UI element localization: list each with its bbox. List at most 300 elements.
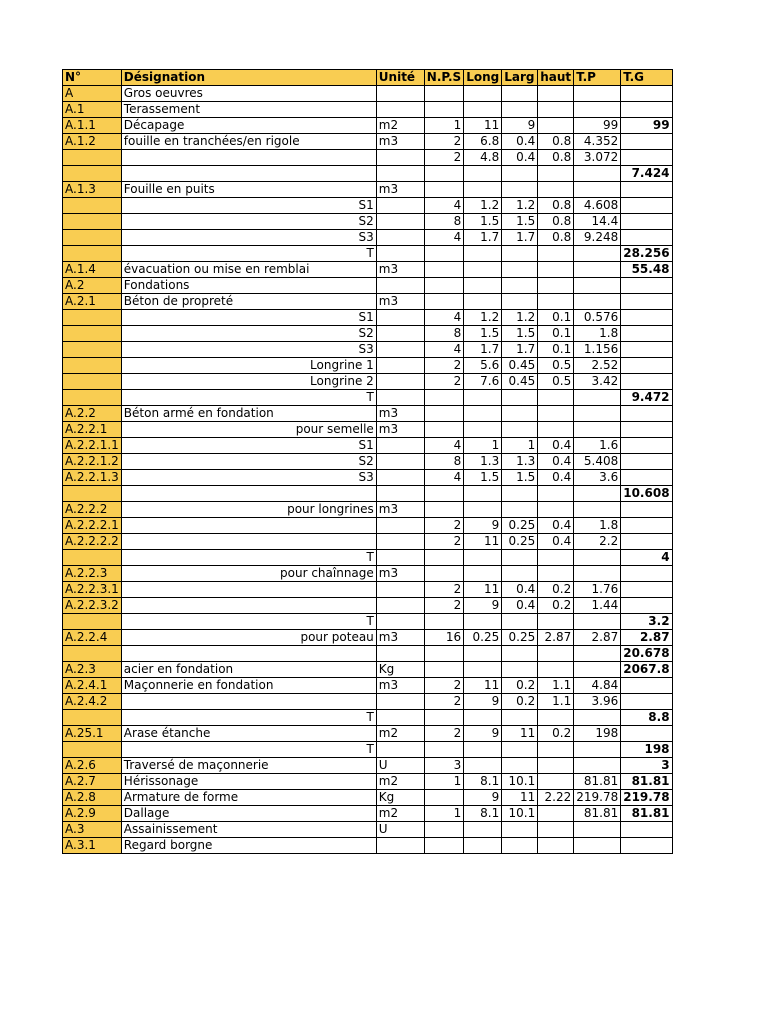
cell-num[interactable]	[63, 150, 122, 166]
cell-tp[interactable]	[574, 102, 621, 118]
cell-designation[interactable]: S2	[121, 326, 376, 342]
cell-tg[interactable]	[621, 278, 672, 294]
cell-haut[interactable]: 0.4	[538, 454, 574, 470]
cell-num[interactable]: A.2.1	[63, 294, 122, 310]
cell-haut[interactable]	[538, 614, 574, 630]
cell-unit[interactable]	[376, 214, 424, 230]
cell-tg[interactable]: 8.8	[621, 710, 672, 726]
cell-tg[interactable]	[621, 358, 672, 374]
cell-larg[interactable]: 10.1	[502, 806, 538, 822]
cell-tp[interactable]: 3.6	[574, 470, 621, 486]
cell-tg[interactable]	[621, 342, 672, 358]
cell-num[interactable]	[63, 710, 122, 726]
cell-designation[interactable]: pour semelle	[121, 422, 376, 438]
cell-larg[interactable]	[502, 566, 538, 582]
cell-designation[interactable]	[121, 166, 376, 182]
cell-designation[interactable]: Béton de propreté	[121, 294, 376, 310]
cell-tg[interactable]	[621, 102, 672, 118]
header-unit[interactable]: Unité	[376, 70, 424, 86]
cell-num[interactable]: A.2.2.3.1	[63, 582, 122, 598]
cell-long[interactable]: 1.5	[464, 470, 502, 486]
cell-larg[interactable]	[502, 422, 538, 438]
cell-nps[interactable]	[424, 742, 463, 758]
cell-nps[interactable]: 2	[424, 150, 463, 166]
cell-tg[interactable]: 4	[621, 550, 672, 566]
cell-nps[interactable]: 2	[424, 678, 463, 694]
cell-num[interactable]: A.3.1	[63, 838, 122, 854]
cell-long[interactable]: 6.8	[464, 134, 502, 150]
cell-num[interactable]	[63, 550, 122, 566]
cell-tp[interactable]: 81.81	[574, 806, 621, 822]
cell-num[interactable]: A	[63, 86, 122, 102]
cell-unit[interactable]: m3	[376, 566, 424, 582]
cell-designation[interactable]: Regard borgne	[121, 838, 376, 854]
cell-tg[interactable]: 2.87	[621, 630, 672, 646]
cell-designation[interactable]: Arase étanche	[121, 726, 376, 742]
cell-long[interactable]: 0.25	[464, 630, 502, 646]
cell-long[interactable]: 5.6	[464, 358, 502, 374]
cell-larg[interactable]	[502, 742, 538, 758]
cell-unit[interactable]	[376, 230, 424, 246]
cell-tg[interactable]: 7.424	[621, 166, 672, 182]
cell-tg[interactable]	[621, 134, 672, 150]
cell-tp[interactable]	[574, 422, 621, 438]
cell-long[interactable]	[464, 742, 502, 758]
cell-tg[interactable]: 28.256	[621, 246, 672, 262]
cell-num[interactable]	[63, 214, 122, 230]
cell-haut[interactable]	[538, 166, 574, 182]
cell-unit[interactable]	[376, 742, 424, 758]
cell-long[interactable]	[464, 278, 502, 294]
cell-long[interactable]	[464, 406, 502, 422]
cell-tp[interactable]	[574, 406, 621, 422]
cell-long[interactable]: 1.7	[464, 230, 502, 246]
cell-designation[interactable]: T	[121, 710, 376, 726]
header-long[interactable]: Long	[464, 70, 502, 86]
cell-designation[interactable]: S1	[121, 438, 376, 454]
cell-unit[interactable]: m3	[376, 134, 424, 150]
cell-designation[interactable]: S2	[121, 214, 376, 230]
cell-haut[interactable]: 1.1	[538, 694, 574, 710]
cell-designation[interactable]: fouille en tranchées/en rigole	[121, 134, 376, 150]
cell-nps[interactable]	[424, 822, 463, 838]
cell-tg[interactable]	[621, 470, 672, 486]
cell-long[interactable]	[464, 758, 502, 774]
cell-designation[interactable]	[121, 694, 376, 710]
cell-larg[interactable]: 10.1	[502, 774, 538, 790]
cell-num[interactable]: A.1.4	[63, 262, 122, 278]
cell-tp[interactable]: 2.2	[574, 534, 621, 550]
cell-tp[interactable]: 9.248	[574, 230, 621, 246]
cell-num[interactable]	[63, 486, 122, 502]
cell-unit[interactable]	[376, 150, 424, 166]
cell-designation[interactable]: Fondations	[121, 278, 376, 294]
cell-larg[interactable]	[502, 390, 538, 406]
cell-nps[interactable]	[424, 294, 463, 310]
cell-num[interactable]: A.1.2	[63, 134, 122, 150]
cell-tg[interactable]	[621, 422, 672, 438]
cell-unit[interactable]	[376, 710, 424, 726]
cell-larg[interactable]: 1.7	[502, 230, 538, 246]
cell-long[interactable]: 1.5	[464, 326, 502, 342]
cell-larg[interactable]	[502, 166, 538, 182]
cell-unit[interactable]	[376, 102, 424, 118]
cell-tp[interactable]: 14.4	[574, 214, 621, 230]
cell-haut[interactable]: 0.8	[538, 198, 574, 214]
cell-nps[interactable]: 2	[424, 598, 463, 614]
cell-tg[interactable]: 20.678	[621, 646, 672, 662]
cell-nps[interactable]: 2	[424, 582, 463, 598]
cell-larg[interactable]	[502, 278, 538, 294]
cell-tg[interactable]	[621, 726, 672, 742]
cell-unit[interactable]: m3	[376, 182, 424, 198]
cell-long[interactable]	[464, 662, 502, 678]
cell-haut[interactable]	[538, 710, 574, 726]
cell-haut[interactable]	[538, 102, 574, 118]
cell-tg[interactable]	[621, 598, 672, 614]
cell-unit[interactable]: m3	[376, 262, 424, 278]
cell-tg[interactable]	[621, 182, 672, 198]
cell-haut[interactable]: 0.8	[538, 214, 574, 230]
cell-haut[interactable]	[538, 294, 574, 310]
cell-tg[interactable]	[621, 214, 672, 230]
cell-nps[interactable]	[424, 790, 463, 806]
cell-num[interactable]: A.2.2	[63, 406, 122, 422]
cell-tg[interactable]: 81.81	[621, 806, 672, 822]
cell-designation[interactable]: Longrine 2	[121, 374, 376, 390]
cell-designation[interactable]: S1	[121, 198, 376, 214]
cell-tp[interactable]: 81.81	[574, 774, 621, 790]
cell-designation[interactable]: S3	[121, 230, 376, 246]
cell-designation[interactable]: T	[121, 614, 376, 630]
cell-haut[interactable]: 0.1	[538, 342, 574, 358]
cell-unit[interactable]: m3	[376, 422, 424, 438]
cell-designation[interactable]: S1	[121, 310, 376, 326]
cell-haut[interactable]: 0.1	[538, 310, 574, 326]
cell-nps[interactable]	[424, 486, 463, 502]
cell-num[interactable]: A.2.6	[63, 758, 122, 774]
cell-larg[interactable]	[502, 822, 538, 838]
cell-nps[interactable]	[424, 614, 463, 630]
cell-tp[interactable]	[574, 646, 621, 662]
header-haut[interactable]: haut	[538, 70, 574, 86]
cell-long[interactable]	[464, 822, 502, 838]
cell-haut[interactable]: 2.22	[538, 790, 574, 806]
cell-designation[interactable]: Décapage	[121, 118, 376, 134]
cell-haut[interactable]: 2.87	[538, 630, 574, 646]
cell-num[interactable]: A.2.2.2	[63, 502, 122, 518]
cell-larg[interactable]: 0.4	[502, 150, 538, 166]
cell-haut[interactable]	[538, 646, 574, 662]
cell-larg[interactable]	[502, 550, 538, 566]
cell-tp[interactable]: 3.96	[574, 694, 621, 710]
cell-tp[interactable]	[574, 182, 621, 198]
cell-long[interactable]	[464, 838, 502, 854]
cell-num[interactable]: A.2.2.1.2	[63, 454, 122, 470]
cell-num[interactable]	[63, 358, 122, 374]
cell-haut[interactable]: 0.8	[538, 150, 574, 166]
cell-tg[interactable]	[621, 310, 672, 326]
cell-larg[interactable]: 1	[502, 438, 538, 454]
cell-larg[interactable]: 0.4	[502, 134, 538, 150]
cell-tg[interactable]: 55.48	[621, 262, 672, 278]
cell-unit[interactable]	[376, 486, 424, 502]
cell-unit[interactable]	[376, 470, 424, 486]
cell-larg[interactable]: 1.5	[502, 470, 538, 486]
cell-tp[interactable]	[574, 822, 621, 838]
cell-larg[interactable]: 0.2	[502, 694, 538, 710]
cell-larg[interactable]	[502, 102, 538, 118]
cell-larg[interactable]	[502, 262, 538, 278]
cell-designation[interactable]	[121, 518, 376, 534]
cell-num[interactable]: A.2.8	[63, 790, 122, 806]
cell-tg[interactable]	[621, 694, 672, 710]
cell-num[interactable]	[63, 742, 122, 758]
cell-nps[interactable]: 2	[424, 694, 463, 710]
cell-long[interactable]: 11	[464, 582, 502, 598]
cell-num[interactable]	[63, 166, 122, 182]
cell-unit[interactable]	[376, 374, 424, 390]
cell-haut[interactable]	[538, 838, 574, 854]
cell-haut[interactable]: 0.2	[538, 582, 574, 598]
cell-tg[interactable]	[621, 518, 672, 534]
cell-tp[interactable]	[574, 710, 621, 726]
cell-haut[interactable]	[538, 486, 574, 502]
cell-unit[interactable]: m3	[376, 630, 424, 646]
cell-tp[interactable]: 3.072	[574, 150, 621, 166]
cell-larg[interactable]	[502, 838, 538, 854]
cell-nps[interactable]: 2	[424, 134, 463, 150]
cell-designation[interactable]: Longrine 1	[121, 358, 376, 374]
cell-unit[interactable]	[376, 518, 424, 534]
cell-num[interactable]	[63, 390, 122, 406]
cell-nps[interactable]: 2	[424, 534, 463, 550]
cell-nps[interactable]: 2	[424, 374, 463, 390]
cell-num[interactable]: A.2.2.3.2	[63, 598, 122, 614]
cell-nps[interactable]	[424, 390, 463, 406]
cell-nps[interactable]	[424, 166, 463, 182]
cell-nps[interactable]	[424, 838, 463, 854]
cell-long[interactable]: 9	[464, 694, 502, 710]
cell-num[interactable]	[63, 230, 122, 246]
cell-nps[interactable]: 4	[424, 310, 463, 326]
cell-num[interactable]	[63, 614, 122, 630]
cell-nps[interactable]: 2	[424, 358, 463, 374]
cell-long[interactable]	[464, 550, 502, 566]
cell-unit[interactable]: m3	[376, 294, 424, 310]
cell-larg[interactable]: 11	[502, 790, 538, 806]
cell-tp[interactable]	[574, 86, 621, 102]
cell-haut[interactable]: 0.4	[538, 534, 574, 550]
cell-designation[interactable]	[121, 646, 376, 662]
cell-larg[interactable]	[502, 182, 538, 198]
cell-tg[interactable]: 3.2	[621, 614, 672, 630]
cell-long[interactable]	[464, 486, 502, 502]
cell-unit[interactable]: m2	[376, 806, 424, 822]
header-tp[interactable]: T.P	[574, 70, 621, 86]
cell-long[interactable]	[464, 390, 502, 406]
cell-haut[interactable]	[538, 246, 574, 262]
cell-tp[interactable]: 4.608	[574, 198, 621, 214]
cell-haut[interactable]: 0.5	[538, 374, 574, 390]
cell-designation[interactable]: Béton armé en fondation	[121, 406, 376, 422]
cell-tp[interactable]	[574, 246, 621, 262]
cell-larg[interactable]: 1.7	[502, 342, 538, 358]
cell-haut[interactable]	[538, 822, 574, 838]
cell-tp[interactable]	[574, 662, 621, 678]
cell-larg[interactable]: 0.45	[502, 374, 538, 390]
cell-tp[interactable]: 1.156	[574, 342, 621, 358]
cell-long[interactable]	[464, 422, 502, 438]
header-larg[interactable]: Larg	[502, 70, 538, 86]
header-nps[interactable]: N.P.S	[424, 70, 463, 86]
cell-designation[interactable]: S3	[121, 342, 376, 358]
cell-nps[interactable]: 4	[424, 230, 463, 246]
cell-long[interactable]: 9	[464, 598, 502, 614]
cell-designation[interactable]: Maçonnerie en fondation	[121, 678, 376, 694]
cell-unit[interactable]	[376, 310, 424, 326]
cell-larg[interactable]	[502, 246, 538, 262]
cell-unit[interactable]	[376, 646, 424, 662]
cell-haut[interactable]: 1.1	[538, 678, 574, 694]
cell-larg[interactable]	[502, 710, 538, 726]
cell-nps[interactable]	[424, 646, 463, 662]
cell-num[interactable]: A.2.2.3	[63, 566, 122, 582]
cell-designation[interactable]	[121, 582, 376, 598]
cell-unit[interactable]: m2	[376, 726, 424, 742]
cell-unit[interactable]	[376, 390, 424, 406]
cell-tg[interactable]	[621, 678, 672, 694]
cell-designation[interactable]	[121, 150, 376, 166]
cell-tp[interactable]	[574, 566, 621, 582]
cell-tp[interactable]: 1.8	[574, 326, 621, 342]
cell-unit[interactable]: m3	[376, 678, 424, 694]
cell-num[interactable]: A.2.2.2.2	[63, 534, 122, 550]
cell-unit[interactable]: U	[376, 822, 424, 838]
cell-num[interactable]: A.2.4.2	[63, 694, 122, 710]
cell-tg[interactable]	[621, 294, 672, 310]
cell-larg[interactable]: 0.4	[502, 582, 538, 598]
cell-long[interactable]	[464, 246, 502, 262]
cell-larg[interactable]: 1.3	[502, 454, 538, 470]
cell-haut[interactable]: 0.4	[538, 470, 574, 486]
cell-designation[interactable]: Armature de forme	[121, 790, 376, 806]
cell-designation[interactable]: S2	[121, 454, 376, 470]
cell-num[interactable]: A.25.1	[63, 726, 122, 742]
cell-designation[interactable]: acier en fondation	[121, 662, 376, 678]
cell-unit[interactable]	[376, 614, 424, 630]
cell-haut[interactable]	[538, 182, 574, 198]
cell-long[interactable]: 1.3	[464, 454, 502, 470]
cell-unit[interactable]	[376, 326, 424, 342]
cell-unit[interactable]: m3	[376, 502, 424, 518]
cell-tg[interactable]	[621, 438, 672, 454]
cell-nps[interactable]	[424, 662, 463, 678]
cell-unit[interactable]	[376, 582, 424, 598]
cell-num[interactable]: A.2.7	[63, 774, 122, 790]
cell-num[interactable]: A.2	[63, 278, 122, 294]
cell-unit[interactable]	[376, 198, 424, 214]
cell-larg[interactable]	[502, 86, 538, 102]
cell-num[interactable]: A.2.2.1	[63, 422, 122, 438]
cell-tg[interactable]: 219.78	[621, 790, 672, 806]
cell-designation[interactable]	[121, 486, 376, 502]
cell-haut[interactable]: 0.2	[538, 598, 574, 614]
cell-unit[interactable]: m3	[376, 406, 424, 422]
cell-haut[interactable]: 0.4	[538, 518, 574, 534]
cell-tp[interactable]	[574, 614, 621, 630]
cell-designation[interactable]: pour chaînnage	[121, 566, 376, 582]
cell-tp[interactable]: 1.8	[574, 518, 621, 534]
cell-nps[interactable]: 1	[424, 774, 463, 790]
cell-tp[interactable]: 99	[574, 118, 621, 134]
cell-num[interactable]: A.2.3	[63, 662, 122, 678]
cell-num[interactable]	[63, 342, 122, 358]
cell-larg[interactable]	[502, 662, 538, 678]
cell-nps[interactable]	[424, 246, 463, 262]
cell-larg[interactable]: 1.2	[502, 310, 538, 326]
cell-tg[interactable]	[621, 198, 672, 214]
cell-larg[interactable]: 0.25	[502, 534, 538, 550]
cell-num[interactable]: A.1	[63, 102, 122, 118]
cell-unit[interactable]	[376, 598, 424, 614]
cell-tp[interactable]	[574, 262, 621, 278]
cell-num[interactable]	[63, 646, 122, 662]
cell-designation[interactable]: T	[121, 390, 376, 406]
cell-nps[interactable]: 8	[424, 326, 463, 342]
cell-unit[interactable]	[376, 166, 424, 182]
cell-nps[interactable]	[424, 710, 463, 726]
cell-long[interactable]: 9	[464, 790, 502, 806]
cell-unit[interactable]: m2	[376, 118, 424, 134]
cell-designation[interactable]: évacuation ou mise en remblai	[121, 262, 376, 278]
cell-nps[interactable]	[424, 406, 463, 422]
cell-long[interactable]	[464, 502, 502, 518]
cell-nps[interactable]: 16	[424, 630, 463, 646]
cell-num[interactable]	[63, 310, 122, 326]
cell-larg[interactable]	[502, 294, 538, 310]
cell-designation[interactable]	[121, 598, 376, 614]
cell-haut[interactable]	[538, 262, 574, 278]
cell-nps[interactable]	[424, 86, 463, 102]
cell-tg[interactable]: 198	[621, 742, 672, 758]
cell-tg[interactable]: 9.472	[621, 390, 672, 406]
cell-tp[interactable]: 2.87	[574, 630, 621, 646]
cell-num[interactable]: A.2.2.2.1	[63, 518, 122, 534]
cell-unit[interactable]	[376, 86, 424, 102]
cell-num[interactable]	[63, 326, 122, 342]
cell-larg[interactable]: 1.2	[502, 198, 538, 214]
cell-haut[interactable]	[538, 86, 574, 102]
cell-long[interactable]	[464, 182, 502, 198]
cell-designation[interactable]: Dallage	[121, 806, 376, 822]
cell-tp[interactable]: 4.84	[574, 678, 621, 694]
cell-nps[interactable]: 2	[424, 518, 463, 534]
cell-nps[interactable]	[424, 550, 463, 566]
header-tg[interactable]: T.G	[621, 70, 672, 86]
cell-tg[interactable]	[621, 454, 672, 470]
cell-haut[interactable]: 0.2	[538, 726, 574, 742]
cell-long[interactable]: 4.8	[464, 150, 502, 166]
cell-unit[interactable]	[376, 534, 424, 550]
cell-haut[interactable]	[538, 566, 574, 582]
cell-num[interactable]: A.2.2.1.1	[63, 438, 122, 454]
cell-nps[interactable]: 4	[424, 198, 463, 214]
cell-nps[interactable]	[424, 102, 463, 118]
cell-unit[interactable]: Kg	[376, 662, 424, 678]
cell-tg[interactable]	[621, 150, 672, 166]
cell-nps[interactable]	[424, 262, 463, 278]
